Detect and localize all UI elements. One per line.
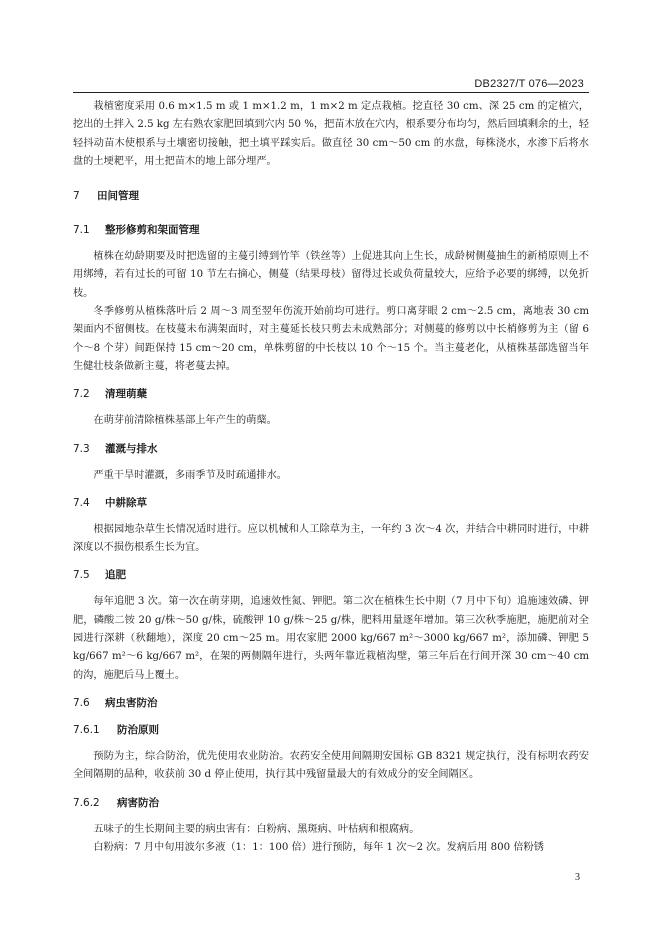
section-7-4-heading (73, 494, 589, 512)
paragraph: 五味子的生长期间主要的病虫害有：白粉病、黑斑病、叶枯病和根腐病。 (93, 823, 420, 835)
paragraph: 白粉病：7 月中旬用波尔多液（1：1：100 倍）进行预防，每年 1 次～2 次。发病后用 800 倍粉锈 (93, 841, 544, 853)
section-7-2-heading (73, 385, 589, 403)
section-title: 病虫害防治 (105, 696, 158, 709)
document-code: DB2327/T 076—2023 (474, 78, 584, 90)
section-title: 防治原则 (117, 723, 159, 736)
paragraph: 每年追肥 3 次。第一次在萌芽期，追速效性氮、钾肥。第二次在植株生长中期（7 月中下旬）追施速效磷、钾肥，磷酸二铵 20 g/株～50 g/株，硫酸钾 10 g/株～25 g/株，肥料用量逐年增加。第三次秋季施肥，施肥前对全园进行深耕（秋翻地），深度 20 cm～25 m。用农家肥 2000 kg/667 m²～3000 kg/667 m²，添加磷、钾肥 5 kg/667 m²～6 kg/667 m²，在架的两侧隔年进行，头两年靠近栽植沟壁，第三年后在行间开深 30 cm～40 cm 的沟，施肥后马上覆土。 (73, 596, 589, 681)
paragraph: 在萌芽前清除植株基部上年产生的萌蘖。 (93, 415, 277, 427)
paragraph: 植株在幼龄期要及时把选留的主蔓引缚到竹竿（铁丝等）上促进其向上生长，成龄树侧蔓抽生的新梢原则上不用绑缚，若有过长的可留 10 节左右摘心，侧蔓（结果母枝）留得过长或负荷量较大，应给予必要的绑缚，以免折枝。 (73, 251, 589, 299)
section-number: 7.2 (73, 388, 90, 401)
planting-density-paragraph: 栽植密度采用 0.6 m×1.5 m 或 1 m×1.2 m，1 m×2 m 定点栽植。挖直径 30 cm、深 25 cm 的定植穴，挖出的土拌入 2.5 kg 左右熟农家肥回填到穴内 50 %，把苗木放在穴内，根系要分布均匀，然后回填剩余的土，轻轻抖动苗木使根系与土壤密切接触，把土填平踩实后。做直径 30 cm～50 cm 的水盘，每株浇水，水渗下后将水盘的土埂耙平，用土把苗木的地上部分埋严。 (73, 101, 589, 167)
paragraph: 预防为主，综合防治，优先使用农业防治。农药安全使用间隔期安国标 GB 8321 规定执行，没有标明农药安全间隔期的品种，收获前 30 d 停止使用，执行其中残留量最大的有效成分的安全间隔区。 (73, 750, 589, 781)
section-7-6-2-heading (73, 794, 589, 812)
section-7-1-heading (73, 221, 589, 239)
section-title: 整形修剪和架面管理 (105, 224, 200, 237)
paragraph: 根据园地杂草生长情况适时进行。应以机械和人工除草为主，一年约 3 次～4 次，并结合中耕同时进行，中耕深度以不损伤根系生长为宜。 (73, 523, 589, 554)
page-content (73, 98, 589, 857)
section-7-6-1-heading (73, 721, 589, 739)
section-number: 7 (73, 190, 80, 203)
section-title: 病害防治 (117, 796, 159, 809)
page-number: 3 (575, 872, 580, 883)
section-title: 田间管理 (97, 190, 139, 203)
section-7-3-heading (73, 440, 589, 458)
section-number: 7.4 (73, 496, 90, 509)
header-rule (73, 92, 589, 93)
section-number: 7.1 (73, 224, 90, 237)
paragraph: 严重干旱时灌溉，多雨季节及时疏通排水。 (93, 469, 287, 481)
section-number: 7.6.1 (73, 723, 100, 736)
section-number: 7.3 (73, 442, 90, 455)
paragraph: 冬季修剪从植株落叶后 2 周～3 周至翌年伤流开始前均可进行。剪口离芽眼 2 cm～2.5 cm，离地表 30 cm 架面内不留侧枝。在枝蔓未布满架面时，对主蔓延长枝只剪去未成熟部分；对侧蔓的修剪以中长梢修剪为主（留 6 个～8 个芽）间距保持 15 cm～20 cm，单株剪留的中长枝以 10 个～15 个。当主蔓老化，从植株基部选留当年生健壮枝条做新主蔓，将老蔓去掉。 (73, 306, 589, 372)
section-number: 7.5 (73, 569, 90, 582)
section-7-5-heading (73, 566, 589, 584)
section-title: 灌溉与排水 (105, 442, 158, 455)
section-number: 7.6 (73, 696, 90, 709)
section-title: 中耕除草 (105, 496, 147, 509)
section-7-6-heading (73, 694, 589, 712)
section-7-heading (73, 187, 589, 205)
section-number: 7.6.2 (73, 796, 100, 809)
section-title: 清理萌蘖 (105, 388, 147, 401)
section-title: 追肥 (105, 569, 126, 582)
